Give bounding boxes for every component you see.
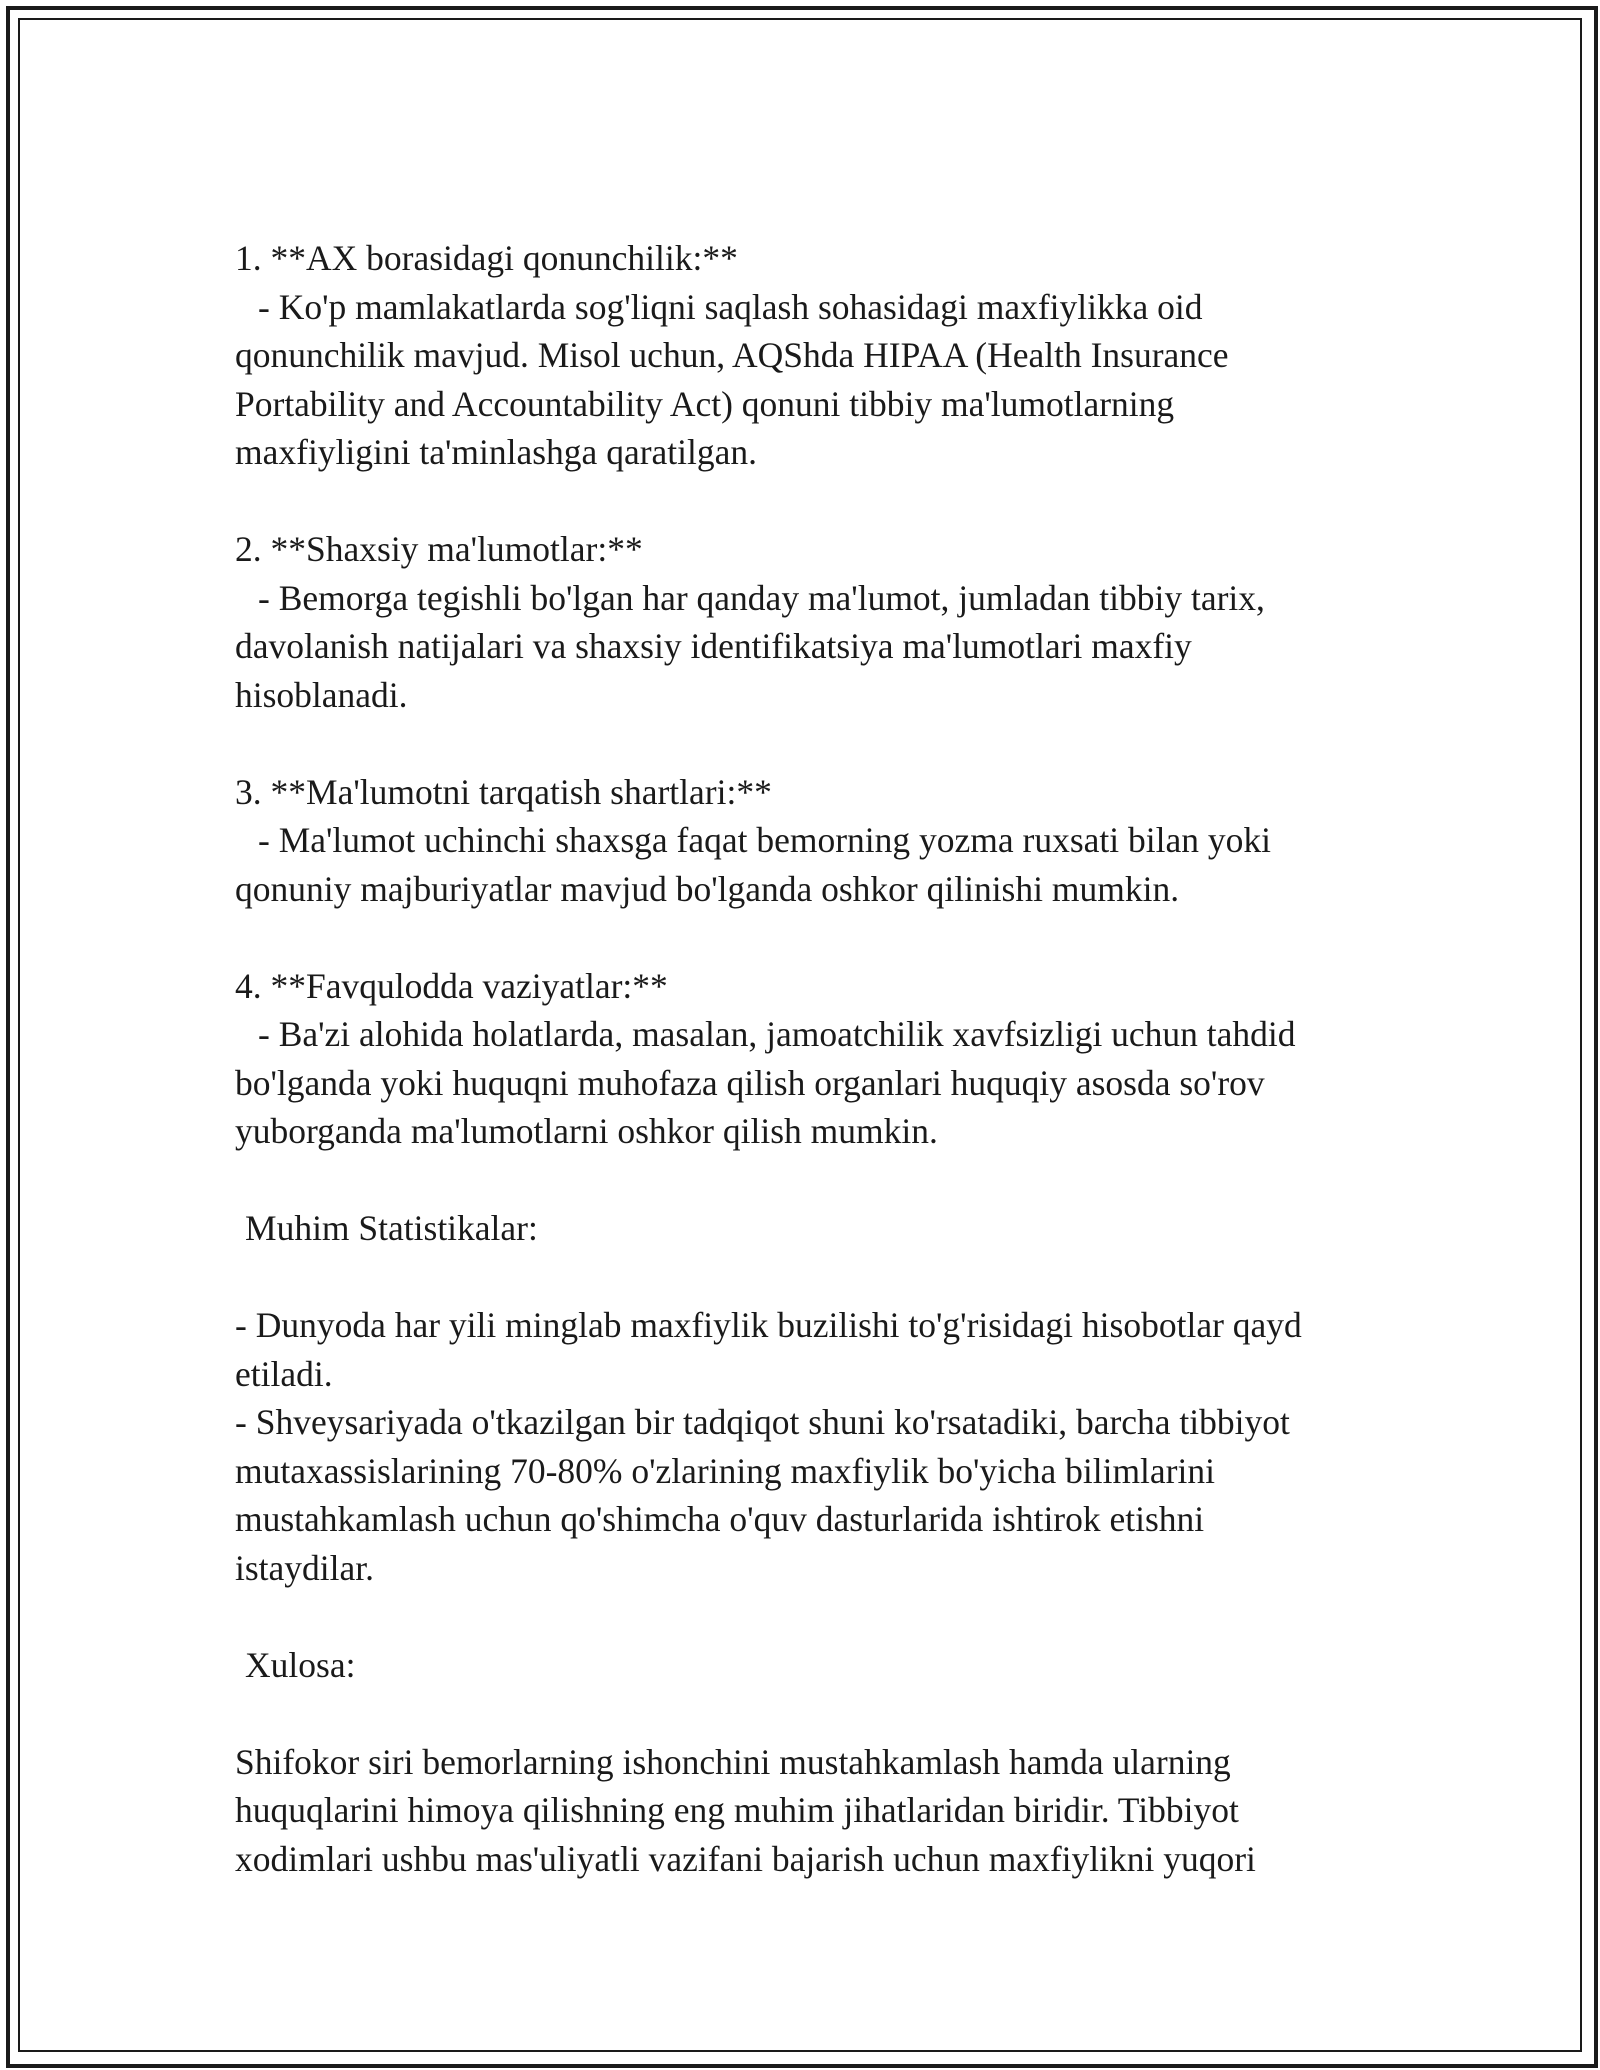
paragraph-spacer: [235, 1689, 1375, 1738]
paragraph-spacer: [235, 477, 1375, 526]
statistics-text-line: - Dunyoda har yili minglab maxfiylik buzilishi to'g'risidagi hisobotlar qayd: [235, 1305, 1302, 1345]
section-heading: 3. **Ma'lumotni tarqatish shartlari:**: [235, 771, 772, 812]
conclusion-text-line: Shifokor siri bemorlarning ishonchini mustahkamlash hamda ularning: [235, 1741, 1231, 1782]
conclusion-section: [235, 1641, 1375, 1884]
conclusion-heading: Xulosa:: [245, 1644, 356, 1685]
section-text-line: Portability and Accountability Act) qonuni tibbiy ma'lumotlarning: [235, 383, 1175, 424]
section-text-line: maxfiyligini ta'minlashga qaratilgan.: [235, 432, 757, 472]
statistics-text-line: mutaxassislarining 70-80% o'zlarining maxfiylik bo'yicha bilimlarini: [235, 1450, 1215, 1491]
section-text-line: - Bemorga tegishli bo'lgan har qanday ma'lumot, jumladan tibbiy tarix,: [258, 577, 1265, 618]
section-text-line: - Ko'p mamlakatlarda sog'liqni saqlash sohasidagi maxfiylikka oid: [258, 286, 1203, 327]
paragraph-spacer: [235, 1156, 1375, 1205]
section-4: [235, 962, 1375, 1156]
paragraph-spacer: [235, 719, 1375, 768]
document-body: [235, 234, 1375, 1883]
statistics-text-line: mustahkamlash uchun qo'shimcha o'quv dasturlarida ishtirok etishni: [235, 1499, 1205, 1539]
section-heading: 4. **Favqulodda vaziyatlar:**: [235, 965, 668, 1006]
section-2: [235, 525, 1375, 719]
section-text-line: bo'lganda yoki huquqni muhofaza qilish organlari huquqiy asosda so'rov: [235, 1062, 1265, 1103]
statistics-heading: Muhim Statistikalar:: [245, 1208, 538, 1248]
conclusion-text-line: xodimlari ushbu mas'uliyatli vazifani bajarish uchun maxfiylikni yuqori: [235, 1838, 1256, 1879]
section-text-line: hisoblanadi.: [235, 674, 408, 715]
section-text-line: davolanish natijalari va shaxsiy identifikatsiya ma'lumotlari maxfiy: [235, 626, 1192, 666]
conclusion-text-line: huquqlarini himoya qilishning eng muhim jihatlaridan biridir. Tibbiyot: [235, 1790, 1239, 1830]
statistics-text-line: etiladi.: [235, 1353, 333, 1394]
statistics-text-line: - Shveysariyada o'tkazilgan bir tadqiqot shuni ko'rsatadiki, barcha tibbiyot: [235, 1402, 1290, 1442]
section-text-line: yuborganda ma'lumotlarni oshkor qilish mumkin.: [235, 1111, 938, 1151]
section-heading: 1. **AX borasidagi qonunchilik:**: [235, 238, 738, 278]
section-3: [235, 768, 1375, 914]
section-heading: 2. **Shaxsiy ma'lumotlar:**: [235, 529, 643, 569]
paragraph-spacer: [235, 1253, 1375, 1302]
paragraph-spacer: [235, 913, 1375, 962]
statistics-text-line: istaydilar.: [235, 1547, 375, 1588]
section-text-line: - Ma'lumot uchinchi shaxsga faqat bemorning yozma ruxsati bilan yoki: [258, 820, 1271, 860]
section-text-line: qonunchilik mavjud. Misol uchun, AQShda HIPAA (Health Insurance: [235, 335, 1229, 375]
paragraph-spacer: [235, 1592, 1375, 1641]
section-text-line: qonuniy majburiyatlar mavjud bo'lganda oshkor qilinishi mumkin.: [235, 868, 1180, 909]
section-1: [235, 234, 1375, 477]
statistics-section: [235, 1204, 1375, 1592]
section-text-line: - Ba'zi alohida holatlarda, masalan, jamoatchilik xavfsizligi uchun tahdid: [258, 1014, 1296, 1054]
